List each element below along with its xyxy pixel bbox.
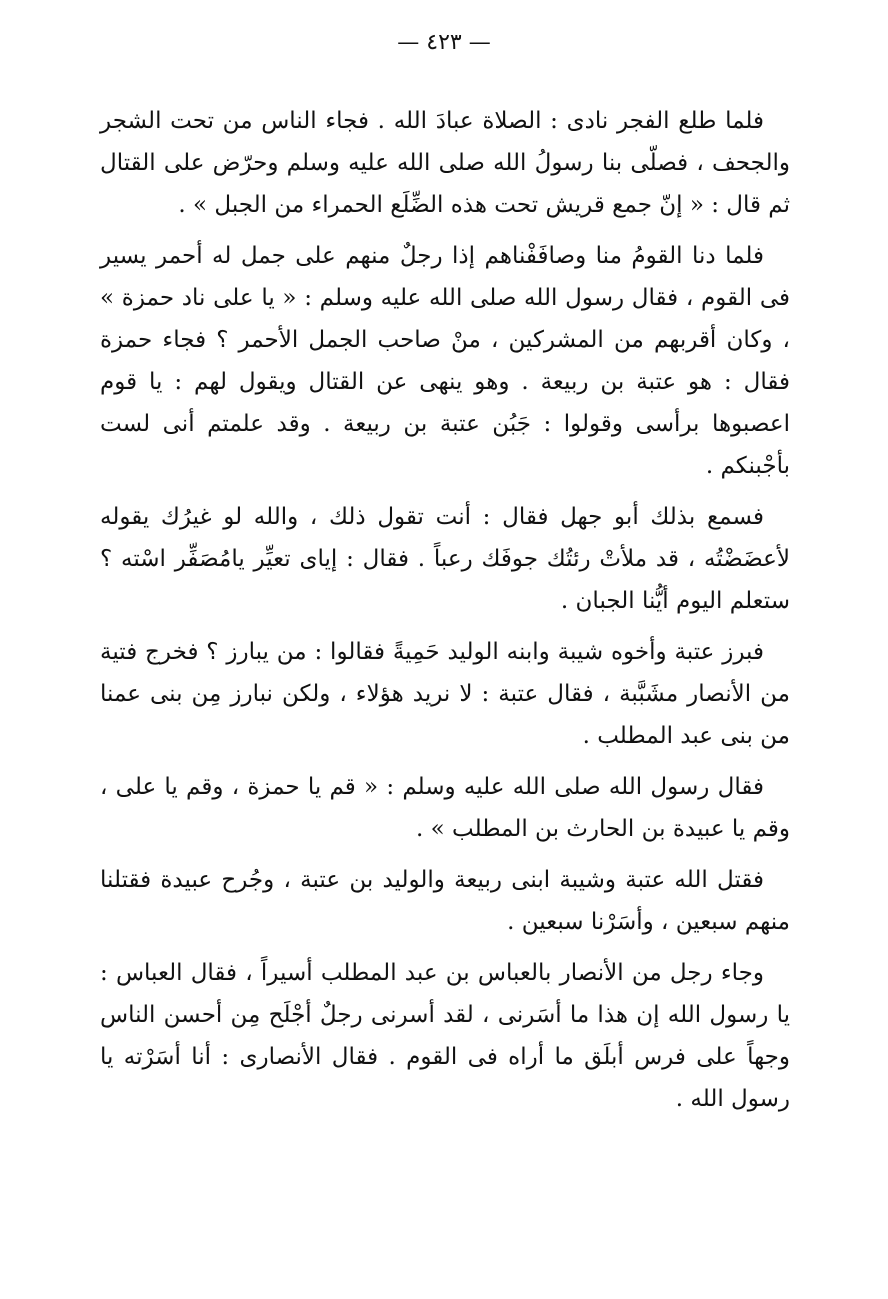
paragraph-2: فلما دنا القومُ منا وصافَفْناهم إذا رجلٌ منهم على جمل له أحمر يسير فى القوم ، فقال رسول الله صلى الله عليه وسلم : « يا على ناد حمزة » ، وكان أقربهم من المشركين ، منْ صاحب الجمل الأحمر ؟ فجاء حمزة فقال : هو عتبة بن ربيعة . وهو ينهى عن القتال ويقول لهم : يا قوم اعصبوها برأسى وقولوا : جَبُن عتبة بن ربيعة . وقد علمتم أنى لست بأجْبنكم .	[100, 243, 790, 479]
page-number: — ٤٢٣ —	[397, 30, 491, 55]
paragraph-5: فقال رسول الله صلى الله عليه وسلم : « قم يا حمزة ، وقم يا على ، وقم يا عبيدة بن الحارث بن المطلب » .	[100, 774, 790, 842]
page-text	[100, 100, 790, 1129]
paragraph-4: فبرز عتبة وأخوه شيبة وابنه الوليد حَمِيةً فقالوا : من يبارز ؟ فخرج فتية من الأنصار مشَبَّبة ، فقال عتبة : لا نريد هؤلاء ، ولكن نبارز مِن بنى عمنا من بنى عبد المطلب .	[100, 639, 790, 749]
paragraph-7: وجاء رجل من الأنصار بالعباس بن عبد المطلب أسيراً ، فقال العباس : يا رسول الله إن هذا ما أسَرنى ، لقد أسرنى رجلٌ أجْلَح مِن أحسن الناس وجهاً على فرس أبلَق ما أراه فى القوم . فقال الأنصارى : أنا أسَرْته يا رسول الله .	[100, 960, 790, 1112]
paragraph-3: فسمع بذلك أبو جهل فقال : أنت تقول ذلك ، والله لو غيرُك يقوله لأعضَضْتُه ، قد ملأتْ رئتُك جوفَك رعباً . فقال : إياى تعيِّر يامُصَفِّر اسْته ؟ ستعلم اليوم أيُّنا الجبان .	[100, 504, 790, 614]
paragraph-1: فلما طلع الفجر نادى : الصلاة عبادَ الله . فجاء الناس من تحت الشجر والجحف ، فصلّى بنا رسولُ الله صلى الله عليه وسلم وحرّض على القتال ثم قال : « إنّ جمع قريش تحت هذه الضِّلَع الحمراء من الجبل » .	[100, 108, 790, 218]
paragraph-6: فقتل الله عتبة وشيبة ابنى ربيعة والوليد بن عتبة ، وجُرح عبيدة فقتلنا منهم سبعين ، وأسَرْنا سبعين .	[100, 867, 790, 935]
